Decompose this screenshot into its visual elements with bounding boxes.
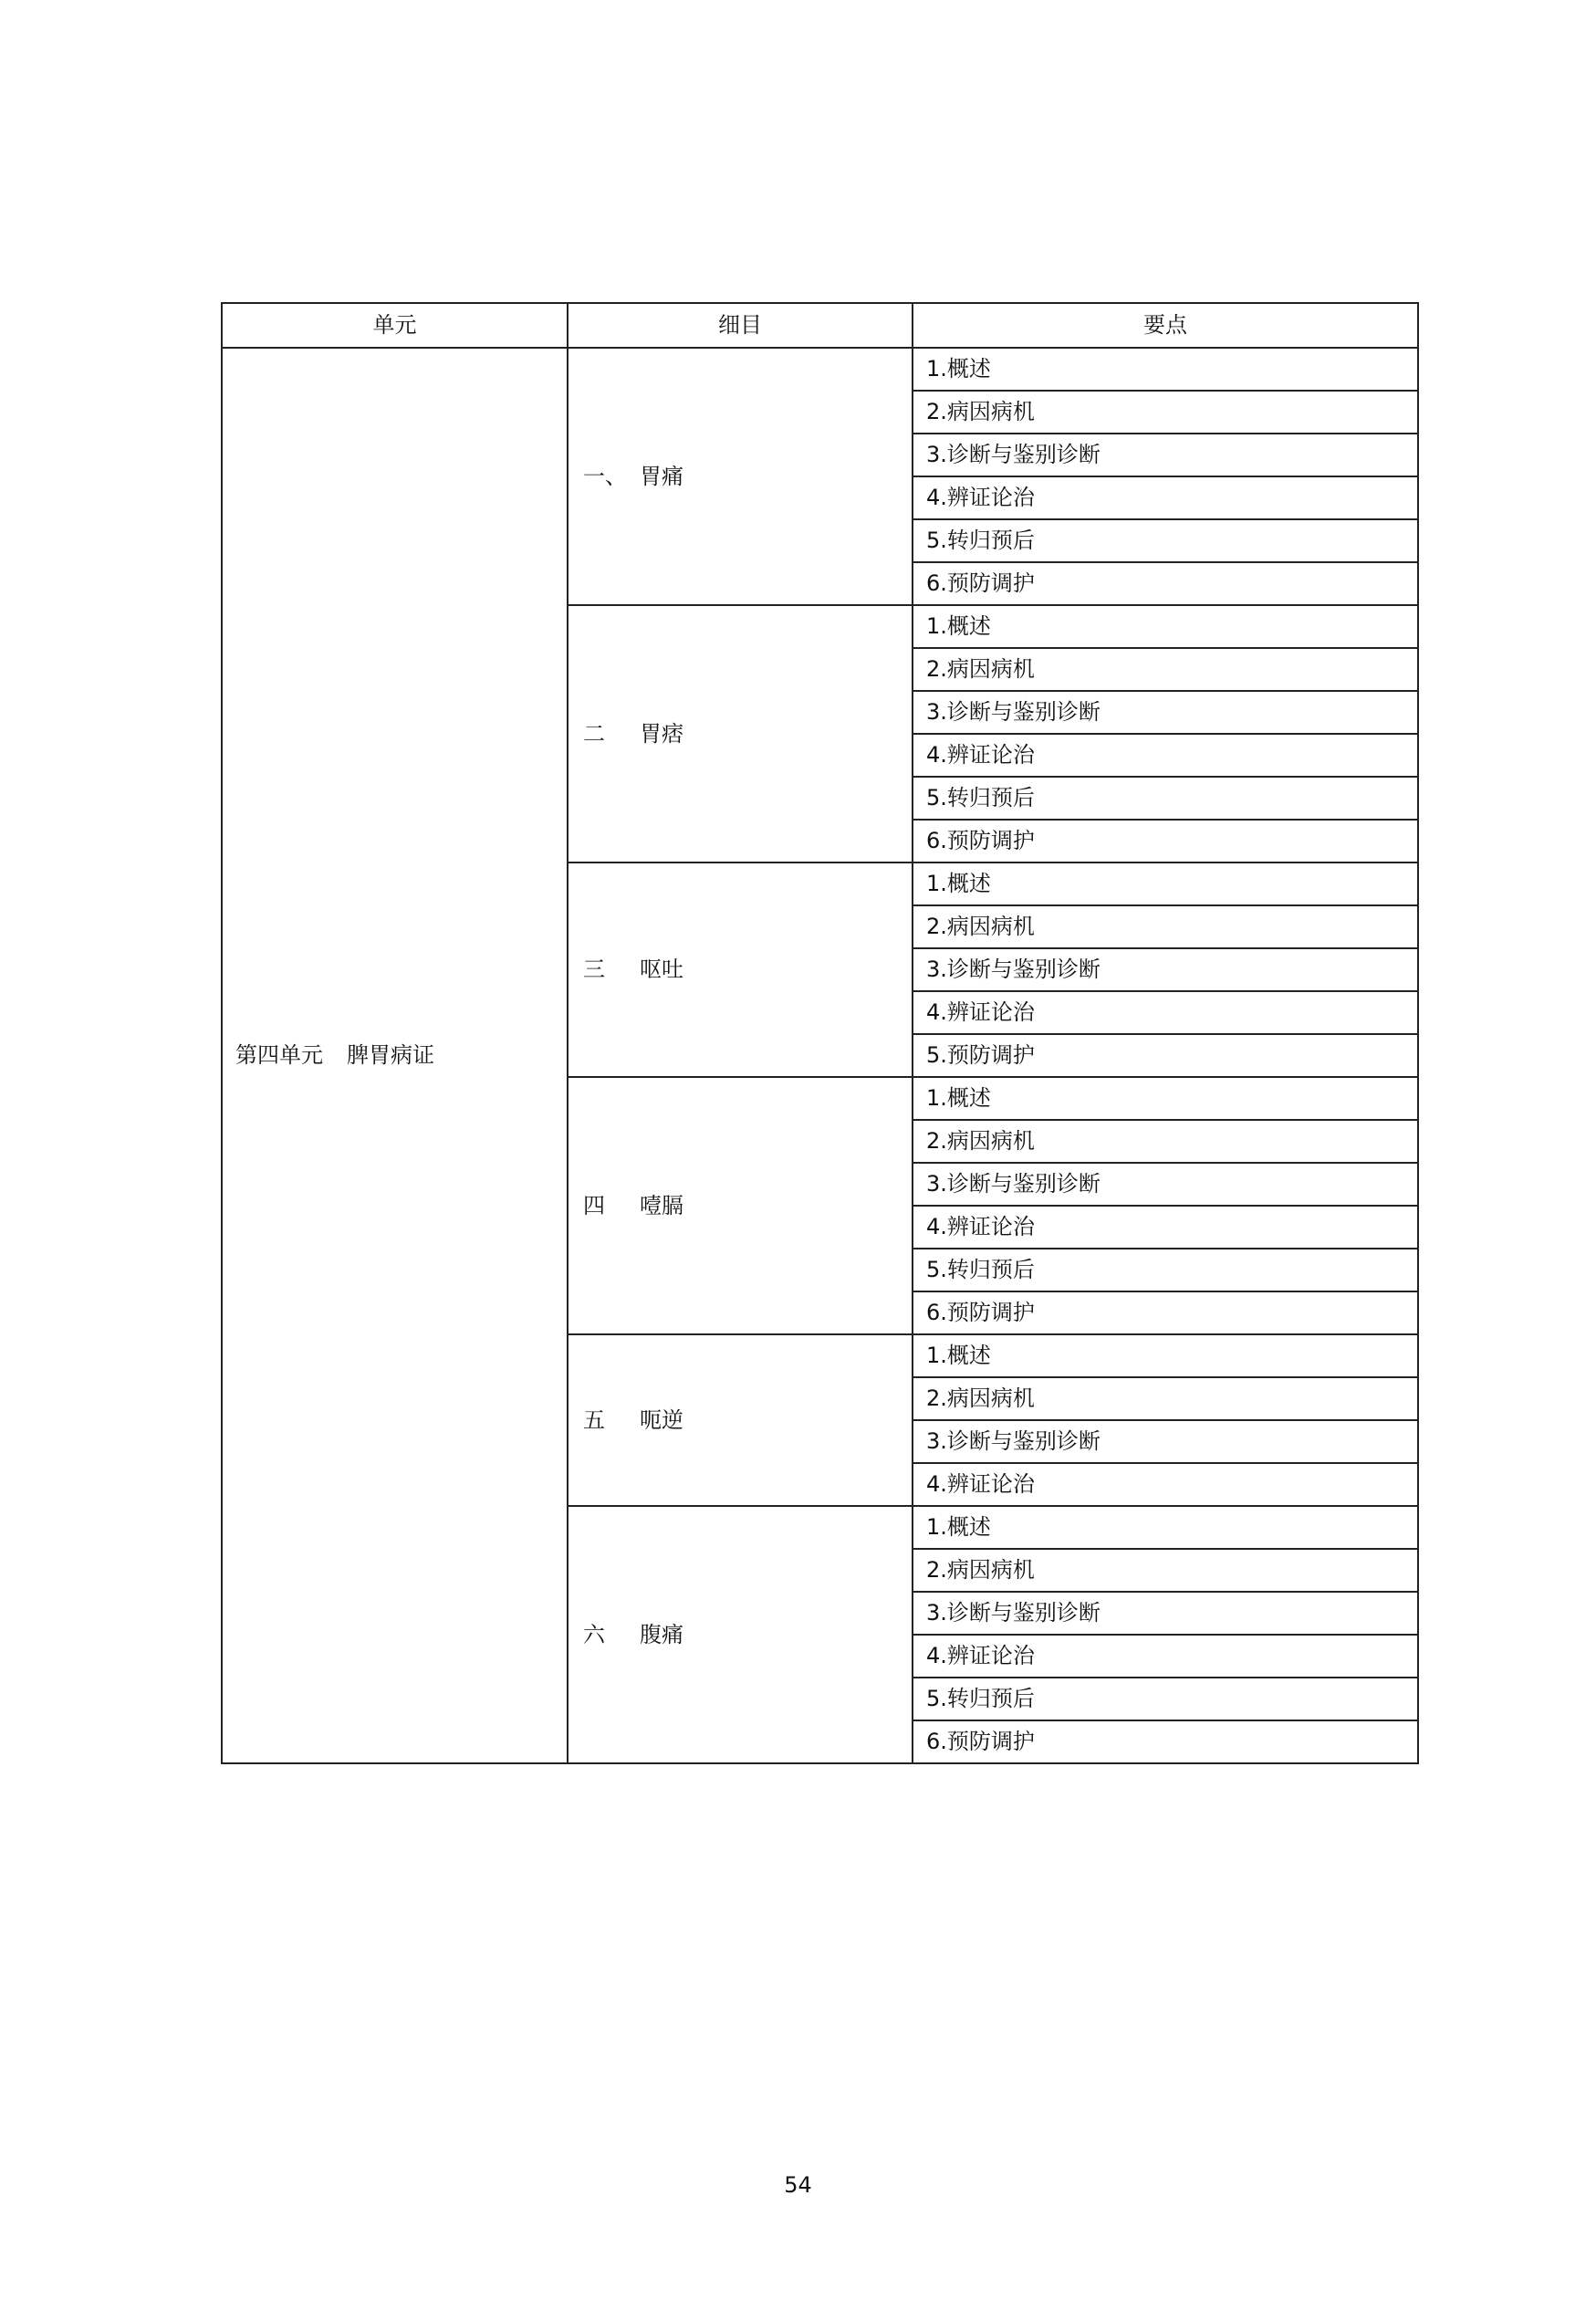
key-point-cell: 4.辨证论治 bbox=[913, 476, 1418, 519]
key-point-cell: 1.概述 bbox=[913, 1077, 1418, 1120]
item-name: 胃痛 bbox=[640, 463, 683, 489]
key-point-cell: 5.转归预后 bbox=[913, 1678, 1418, 1720]
item-cell bbox=[568, 1506, 913, 1763]
key-point-cell: 3.诊断与鉴别诊断 bbox=[913, 1163, 1418, 1206]
header-unit: 单元 bbox=[222, 303, 568, 348]
key-point-cell: 4.辨证论治 bbox=[913, 734, 1418, 777]
key-point-cell: 4.辨证论治 bbox=[913, 1463, 1418, 1506]
key-point-cell: 2.病因病机 bbox=[913, 1120, 1418, 1163]
unit-number: 第四单元 bbox=[235, 1042, 323, 1068]
key-point-cell: 3.诊断与鉴别诊断 bbox=[913, 434, 1418, 476]
key-point-cell: 4.辨证论治 bbox=[913, 991, 1418, 1034]
key-point-cell: 1.概述 bbox=[913, 1506, 1418, 1549]
header-item: 细目 bbox=[568, 303, 913, 348]
key-point-cell: 3.诊断与鉴别诊断 bbox=[913, 1420, 1418, 1463]
key-point-cell: 3.诊断与鉴别诊断 bbox=[913, 948, 1418, 991]
key-point-cell: 1.概述 bbox=[913, 348, 1418, 391]
key-point-cell: 5.转归预后 bbox=[913, 519, 1418, 562]
key-point-cell: 5.预防调护 bbox=[913, 1034, 1418, 1077]
item-index: 三 bbox=[583, 957, 605, 982]
key-point-cell: 6.预防调护 bbox=[913, 1720, 1418, 1763]
item-cell bbox=[568, 1334, 913, 1506]
item-cell bbox=[568, 348, 913, 605]
item-cell bbox=[568, 605, 913, 862]
item-index: 四 bbox=[583, 1192, 605, 1218]
key-point-cell: 1.概述 bbox=[913, 862, 1418, 905]
unit-cell bbox=[222, 348, 568, 1763]
item-name: 呕吐 bbox=[640, 957, 683, 982]
item-index: 六 bbox=[583, 1621, 605, 1647]
key-point-cell: 4.辨证论治 bbox=[913, 1635, 1418, 1678]
unit-name: 脾胃病证 bbox=[347, 1042, 434, 1068]
key-point-cell: 3.诊断与鉴别诊断 bbox=[913, 1592, 1418, 1635]
item-index: 二 bbox=[583, 720, 605, 747]
item-index: 五 bbox=[583, 1406, 605, 1433]
key-point-cell: 6.预防调护 bbox=[913, 820, 1418, 862]
key-point-cell: 1.概述 bbox=[913, 1334, 1418, 1377]
key-point-cell: 2.病因病机 bbox=[913, 905, 1418, 948]
key-point-cell: 1.概述 bbox=[913, 605, 1418, 648]
header-key-points: 要点 bbox=[913, 303, 1418, 348]
syllabus-table bbox=[221, 302, 1419, 1764]
key-point-cell: 5.转归预后 bbox=[913, 777, 1418, 820]
item-name: 腹痛 bbox=[640, 1621, 683, 1647]
item-index: 一、 bbox=[583, 463, 627, 489]
key-point-cell: 5.转归预后 bbox=[913, 1249, 1418, 1291]
key-point-cell: 2.病因病机 bbox=[913, 391, 1418, 434]
item-name: 噎膈 bbox=[640, 1192, 683, 1218]
table-body bbox=[222, 348, 1418, 1763]
key-point-cell: 2.病因病机 bbox=[913, 1377, 1418, 1420]
item-cell bbox=[568, 862, 913, 1077]
table-header-row bbox=[222, 303, 1418, 348]
table-row bbox=[222, 348, 1418, 391]
item-name: 呃逆 bbox=[640, 1406, 683, 1433]
key-point-cell: 4.辨证论治 bbox=[913, 1206, 1418, 1249]
key-point-cell: 3.诊断与鉴别诊断 bbox=[913, 691, 1418, 734]
key-point-cell: 2.病因病机 bbox=[913, 1549, 1418, 1592]
key-point-cell: 6.预防调护 bbox=[913, 562, 1418, 605]
item-cell bbox=[568, 1077, 913, 1334]
page-number: 54 bbox=[784, 2172, 812, 2198]
key-point-cell: 2.病因病机 bbox=[913, 648, 1418, 691]
item-name: 胃痞 bbox=[640, 720, 683, 747]
key-point-cell: 6.预防调护 bbox=[913, 1291, 1418, 1334]
